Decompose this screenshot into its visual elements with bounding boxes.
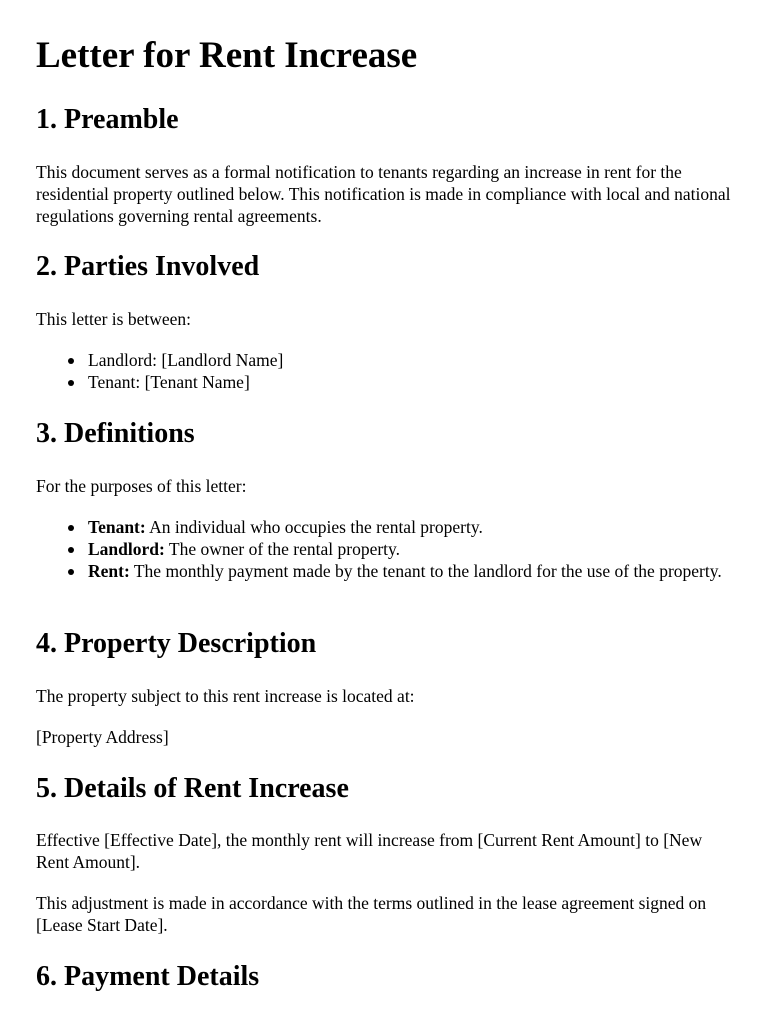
property-intro: The property subject to this rent increase is located at: [36,686,415,706]
lease-terms-paragraph: This adjustment is made in accordance with the terms outlined in the lease agreement signed on [Lease Start Date]. [36,893,707,935]
section-heading-definitions: 3. Definitions [36,418,195,449]
section-heading-property: 4. Property Description [36,628,317,659]
list-item: Landlord: [Landlord Name] [88,349,736,371]
list-item [88,538,736,560]
parties-list [36,349,736,393]
definition-term: Tenant: [88,517,146,537]
definition-term: Rent: [88,561,130,581]
section-heading-parties: 2. Parties Involved [36,251,260,282]
definition-text: An individual who occupies the rental property. [145,517,483,537]
definition-term: Landlord: [88,539,165,559]
document-title: Letter for Rent Increase [36,35,418,76]
definition-text: The monthly payment made by the tenant to the landlord for the use of the property. [129,561,722,581]
section-heading-rent-increase: 5. Details of Rent Increase [36,773,349,804]
list-item [88,560,736,582]
list-item: Tenant: [Tenant Name] [88,371,736,393]
definitions-intro: For the purposes of this letter: [36,476,247,496]
section-heading-payment: 6. Payment Details [36,961,260,992]
parties-intro: This letter is between: [36,309,192,329]
list-item [88,516,736,538]
section-heading-preamble: 1. Preamble [36,104,179,135]
rent-increase-paragraph: Effective [Effective Date], the monthly rent will increase from [Current Rent Amount] to [New Rent Amount]. [36,830,703,872]
definitions-list [36,516,736,582]
property-address: [Property Address] [36,727,169,747]
definition-text: The owner of the rental property. [164,539,401,559]
preamble-paragraph: This document serves as a formal notification to tenants regarding an increase in rent for the residential property outlined below. This notification is made in compliance with local and national regulations governing rental agreements. [36,162,731,226]
